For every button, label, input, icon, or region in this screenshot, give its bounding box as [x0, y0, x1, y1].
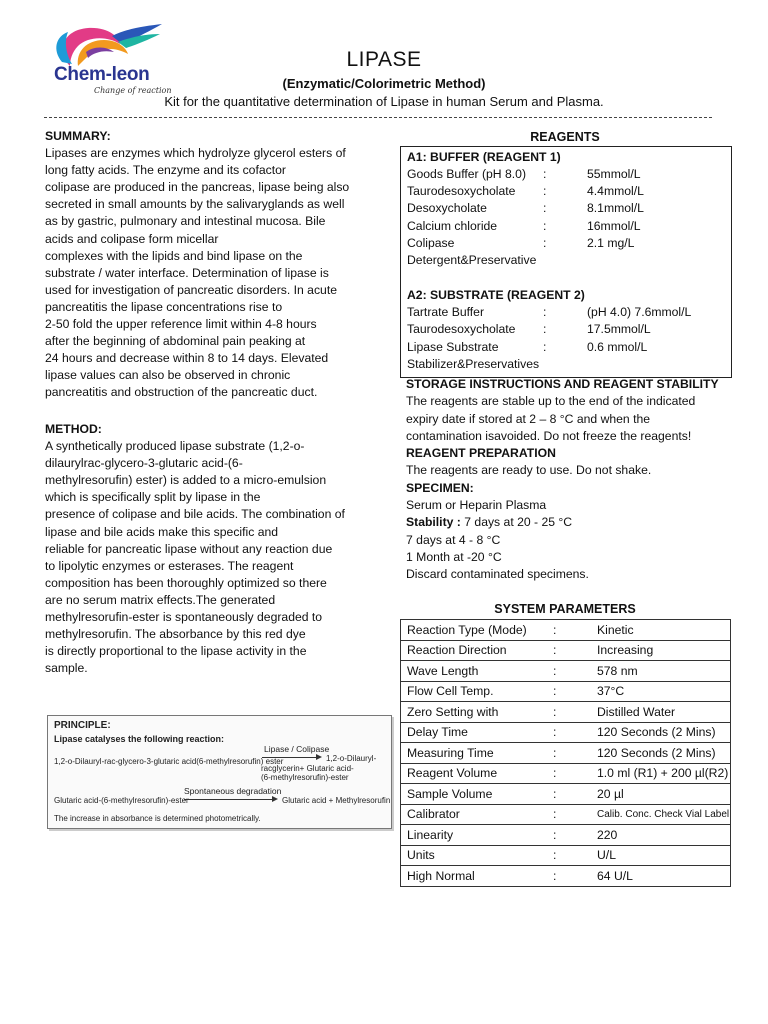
reaction-2-label: Spontaneous degradation: [184, 786, 282, 796]
a1-item-sep: :: [543, 219, 547, 233]
stability-label: Stability :: [406, 515, 461, 530]
logo-brand-text: Chem-leon: [54, 64, 150, 85]
a2-item-value: 17.5mmol/L: [587, 322, 651, 336]
parameter-row: [401, 763, 731, 784]
parameter-row: [401, 681, 731, 702]
a1-item-value: 16mmol/L: [587, 219, 641, 233]
parameter-value: 220: [591, 825, 731, 846]
parameter-separator: :: [547, 681, 591, 702]
principle-lead: Lipase catalyses the following reaction:: [54, 734, 225, 744]
parameter-separator: :: [547, 743, 591, 764]
parameter-value: 64 U/L: [591, 866, 731, 887]
a1-item-name: Desoxycholate: [407, 201, 487, 215]
parameter-value: U/L: [591, 845, 731, 866]
summary-line: pancreatitis the lipase concentrations rise to: [45, 299, 283, 314]
parameter-separator: :: [547, 661, 591, 682]
method-line: dilaurylrac-glycero-3-glutaric acid-(6-: [45, 456, 243, 471]
a2-item-sep: :: [543, 305, 547, 319]
a1-item-value: 4.4mmol/L: [587, 184, 644, 198]
a1-item-sep: :: [543, 201, 547, 215]
parameter-name: High Normal: [401, 866, 548, 887]
summary-line: after the beginning of abdominal pain peaking at: [45, 334, 306, 349]
stability-value: 7 days at 20 - 25 °C: [460, 515, 573, 530]
a1-item-name: Colipase: [407, 236, 455, 250]
reaction-1-product-b: racglycerin+ Glutaric acid-: [261, 764, 354, 773]
preparation-heading: REAGENT PREPARATION: [406, 446, 556, 461]
a2-item-name: Lipase Substrate: [407, 340, 499, 354]
reaction-1-enzyme: Lipase / Colipase: [264, 744, 330, 754]
parameter-separator: :: [547, 825, 591, 846]
parameter-name: Wave Length: [401, 661, 548, 682]
method-line: methylresorufin) ester) is added to a micro-emulsion: [45, 473, 327, 488]
reaction-1-arrow-icon: [262, 757, 320, 758]
summary-line: complexes with the lipids and bind lipase on the: [45, 248, 303, 263]
parameter-name: Measuring Time: [401, 743, 548, 764]
parameter-value: Distilled Water: [591, 702, 731, 723]
parameter-separator: :: [547, 702, 591, 723]
summary-line: pancreatitis and obstruction of the pancreatic duct.: [45, 385, 318, 400]
summary-section: [45, 128, 360, 402]
parameter-row: [401, 845, 731, 866]
method-section: [45, 421, 360, 677]
method-line: methylresorufin-ester is spontaneously degraded to: [45, 610, 323, 625]
summary-line: as by gastric, pulmonary and intestinal mucosa. Bile: [45, 214, 326, 229]
preparation-text: The reagents are ready to use. Do not shake.: [406, 463, 652, 478]
storage-section: [406, 376, 736, 584]
parameter-value: Kinetic: [591, 620, 731, 641]
a2-item-name: Tartrate Buffer: [407, 305, 484, 319]
system-parameters-title: SYSTEM PARAMETERS: [494, 602, 636, 616]
principle-heading: PRINCIPLE:: [54, 720, 111, 731]
parameter-name: Units: [401, 845, 548, 866]
method-line: A synthetically produced lipase substrate (1,2-o-: [45, 439, 305, 454]
parameter-value: 120 Seconds (2 Mins): [591, 743, 731, 764]
summary-line: substrate / water interface. Determination of lipase is: [45, 265, 329, 280]
storage-line: contamination isavoided. Do not freeze the reagents!: [406, 428, 692, 443]
parameter-row: [401, 804, 731, 825]
a2-item-value: 0.6 mmol/L: [587, 340, 648, 354]
page-subtitle: (Enzymatic/Colorimetric Method): [282, 76, 486, 91]
summary-line: Lipases are enzymes which hydrolyze glycerol esters of: [45, 146, 346, 161]
reaction-1-product-c: (6-methylresorufin)-ester: [261, 773, 349, 782]
parameter-name: Calibrator: [401, 804, 548, 825]
parameter-row: [401, 661, 731, 682]
parameter-name: Zero Setting with: [401, 702, 548, 723]
method-line: sample.: [45, 661, 88, 676]
parameter-value: 37°C: [591, 681, 731, 702]
parameter-row: [401, 722, 731, 743]
parameter-row: [401, 784, 731, 805]
method-line: methylresorufin. The absorbance by this red dye: [45, 627, 306, 642]
method-line: are no serum matrix effects.The generated: [45, 592, 276, 607]
parameter-row: [401, 743, 731, 764]
parameter-value: 578 nm: [591, 661, 731, 682]
a2-heading: A2: SUBSTRATE (REAGENT 2): [407, 288, 585, 302]
a1-item-name: Calcium chloride: [407, 219, 498, 233]
a1-item-value: 55mmol/L: [587, 167, 641, 181]
parameter-row: [401, 620, 731, 641]
reagents-title: REAGENTS: [530, 130, 600, 144]
stability-line: 1 Month at -20 °C: [406, 549, 502, 564]
parameter-separator: :: [547, 640, 591, 661]
parameter-value: 20 µl: [591, 784, 731, 805]
parameter-value: 1.0 ml (R1) + 200 µl(R2): [591, 763, 731, 784]
parameter-separator: :: [547, 866, 591, 887]
parameter-value: Calib. Conc. Check Vial Label: [591, 804, 731, 825]
reaction-2-products: Glutaric acid + Methylresorufin: [282, 796, 391, 805]
system-parameters-table: [400, 619, 731, 887]
method-line: to lipolytic enzymes or esterases. The reagent: [45, 558, 294, 573]
parameter-name: Reaction Type (Mode): [401, 620, 548, 641]
a1-heading: A1: BUFFER (REAGENT 1): [407, 150, 561, 164]
a1-item-sep: :: [543, 167, 547, 181]
parameter-separator: :: [547, 784, 591, 805]
page-title: LIPASE: [346, 48, 422, 71]
method-heading: METHOD:: [45, 422, 102, 436]
summary-line: 24 hours and decrease within 8 to 14 days. Elevated: [45, 351, 329, 366]
reagents-box: [400, 146, 732, 378]
a2-item-name: Taurodesoxycholate: [407, 322, 516, 336]
a1-item-sep: :: [543, 236, 547, 250]
reaction-1-substrate: 1,2-o-Dilauryl-rac-glycero-3-glutaric acid(6-methylresorufin) ester: [54, 757, 284, 766]
parameter-separator: :: [547, 620, 591, 641]
specimen-stability: [406, 514, 736, 531]
parameter-value: 120 Seconds (2 Mins): [591, 722, 731, 743]
parameter-value: Increasing: [591, 640, 731, 661]
kit-description: Kit for the quantitative determination of Lipase in human Serum and Plasma.: [164, 94, 604, 109]
summary-line: 2-50 fold the upper reference limit within 4-8 hours: [45, 317, 317, 332]
summary-heading: SUMMARY:: [45, 129, 111, 143]
reaction-2-arrow-icon: [184, 799, 276, 800]
a1-item-name: Goods Buffer (pH 8.0): [407, 167, 527, 181]
parameter-row: [401, 702, 731, 723]
reaction-2-substrate: Glutaric acid-(6-methylresorufin)-ester: [54, 796, 189, 805]
method-line: composition has been thoroughly optimized so there: [45, 575, 327, 590]
storage-heading: STORAGE INSTRUCTIONS AND REAGENT STABILITY: [406, 377, 719, 391]
a1-item-value: 2.1 mg/L: [587, 236, 635, 250]
principle-box: [47, 715, 392, 829]
a1-item-sep: :: [543, 184, 547, 198]
a2-item-sep: :: [543, 340, 547, 354]
a1-item-name: Taurodesoxycholate: [407, 184, 516, 198]
header-divider: [44, 117, 712, 118]
logo-tagline: Change of reaction: [94, 86, 172, 95]
parameter-name: Linearity: [401, 825, 548, 846]
parameter-separator: :: [547, 763, 591, 784]
method-line: reliable for pancreatic lipase without any reaction due: [45, 541, 333, 556]
parameter-row: [401, 640, 731, 661]
summary-line: acids and colipase form micellar: [45, 231, 219, 246]
storage-line: The reagents are stable up to the end of the indicated: [406, 394, 696, 409]
reaction-1-product-a: 1,2-o-Dilauryl-: [326, 754, 377, 763]
specimen-type: Serum or Heparin Plasma: [406, 498, 547, 513]
summary-line: lipase values can also be observed in chronic: [45, 368, 291, 383]
method-line: presence of colipase and bile acids. The combination of: [45, 507, 345, 522]
principle-note: The increase in absorbance is determined photometrically.: [54, 814, 261, 823]
parameter-name: Flow Cell Temp.: [401, 681, 548, 702]
summary-line: colipase are produced in the pancreas, lipase being also: [45, 180, 350, 195]
method-line: which is specifically split by lipase in the: [45, 490, 261, 505]
a2-item-value: (pH 4.0) 7.6mmol/L: [587, 305, 692, 319]
a2-extra: Stabilizer&Preservatives: [407, 357, 540, 371]
method-line: lipase and bile acids make this specific and: [45, 524, 279, 539]
parameter-name: Delay Time: [401, 722, 548, 743]
a2-item-sep: :: [543, 322, 547, 336]
a1-item-value: 8.1mmol/L: [587, 201, 644, 215]
parameter-row: [401, 866, 731, 887]
method-line: is directly proportional to the lipase activity in the: [45, 644, 307, 659]
summary-line: secreted in small amounts by the salivaryglands as well: [45, 197, 345, 212]
parameter-separator: :: [547, 845, 591, 866]
a1-extra: Detergent&Preservative: [407, 253, 537, 267]
specimen-heading: SPECIMEN:: [406, 480, 474, 495]
stability-line: 7 days at 4 - 8 °C: [406, 532, 501, 547]
parameter-name: Reagent Volume: [401, 763, 548, 784]
summary-line: long fatty acids. The enzyme and its cofactor: [45, 163, 286, 178]
parameter-row: [401, 825, 731, 846]
storage-line: expiry date if stored at 2 – 8 °C and when the: [406, 411, 651, 426]
parameter-separator: :: [547, 722, 591, 743]
parameter-name: Sample Volume: [401, 784, 548, 805]
summary-line: used for investigation of pancreatic disorders. In acute: [45, 282, 337, 297]
parameter-name: Reaction Direction: [401, 640, 548, 661]
specimen-discard: Discard contaminated specimens.: [406, 567, 589, 582]
parameter-separator: :: [547, 804, 591, 825]
